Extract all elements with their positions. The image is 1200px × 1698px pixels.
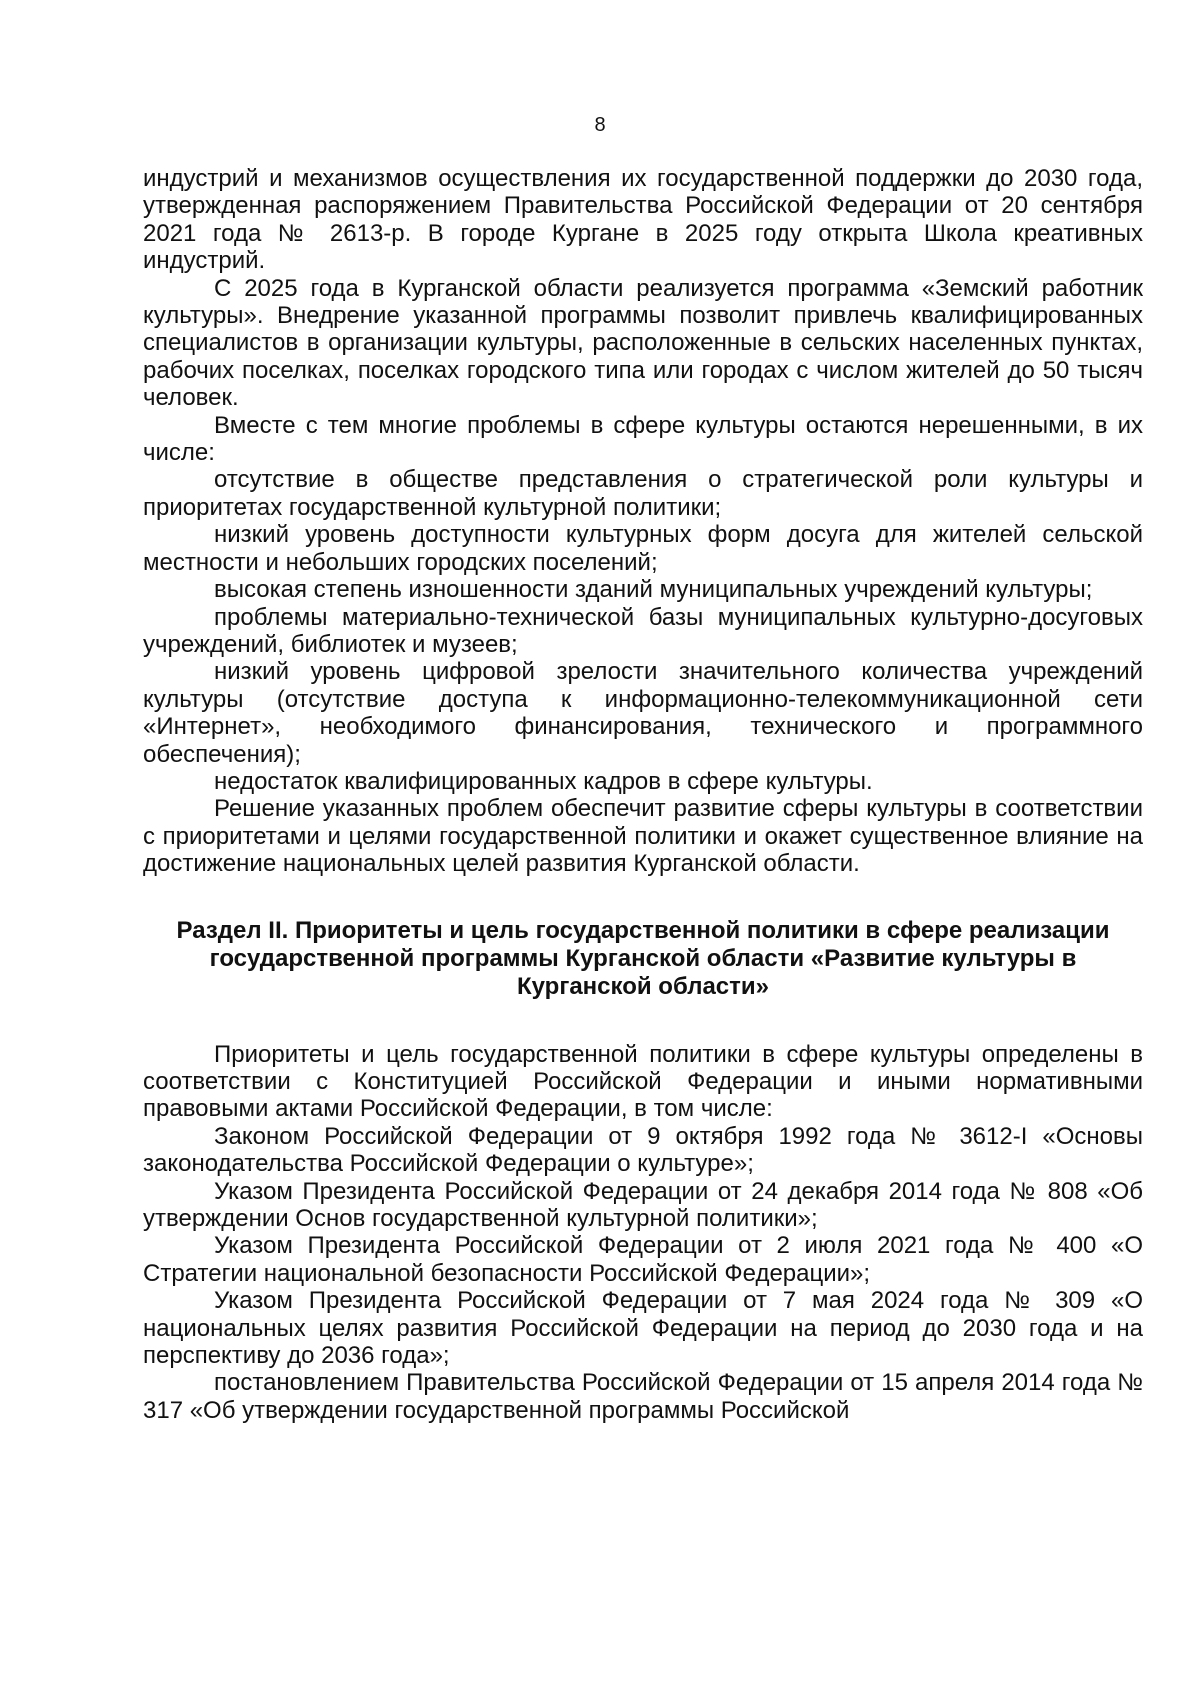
paragraph: индустрий и механизмов осуществления их государственной поддержки до 2030 года, утвержденная распоряжением Правительства Российской Федерации от 20 сентября 2021 года № 2613-р. В городе Кургане в 2025 году открыта Школа креативных индустрий.	[143, 165, 1143, 275]
page-number: 8	[594, 114, 606, 136]
paragraph: Вместе с тем многие проблемы в сфере культуры остаются нерешенными, в их числе:	[143, 411, 1143, 467]
list-item: постановлением Правительства Российской Федерации от 15 апреля 2014 года № 317 «Об утверждении государственной программы Российской	[143, 1369, 1143, 1424]
list-item: низкий уровень цифровой зрелости значительного количества учреждений культуры (отсутствие доступа к информационно-телекоммуникационной сети «Интернет», необходимого финансирования, технического и программного обеспечения);	[143, 658, 1143, 768]
list-item: высокая степень изношенности зданий муниципальных учреждений культуры;	[214, 576, 1093, 604]
list-item: Указом Президента Российской Федерации от 2 июля 2021 года № 400 «О Стратегии национальной безопасности Российской Федерации»;	[143, 1232, 1143, 1287]
list-item: Указом Президента Российской Федерации от 24 декабря 2014 года № 808 «Об утверждении Основ государственной культурной политики»;	[143, 1177, 1143, 1232]
paragraph: Решение указанных проблем обеспечит развитие сферы культуры в соответствии с приоритетами и целями государственной политики и окажет существенное влияние на достижение национальных целей развития Курганской области.	[143, 795, 1143, 878]
paragraph: С 2025 года в Курганской области реализуется программа «Земский работник культуры». Внедрение указанной программы позволит привлечь квалифицированных специалистов в организации культуры, расположенные в сельских населенных пунктах, рабочих поселках, поселках городского типа или городах с числом жителей до 50 тысяч человек.	[143, 274, 1143, 412]
list-item: Законом Российской Федерации от 9 октября 1992 года № 3612-I «Основы законодательства Российской Федерации о культуре»;	[143, 1122, 1143, 1178]
section-heading: Раздел II. Приоритеты и цель государственной политики в сфере реализации государственной программы Курганской области «Развитие культуры в Курганской области»	[176, 916, 1110, 1000]
paragraph: Приоритеты и цель государственной политики в сфере культуры определены в соответствии с Конституцией Российской Федерации и иными нормативными правовыми актами Российской Федерации, в том числе:	[143, 1040, 1143, 1123]
list-item: проблемы материально-технической базы муниципальных культурно-досуговых учреждений, библиотек и музеев;	[143, 603, 1143, 658]
document-body	[143, 165, 1143, 1424]
list-item: отсутствие в обществе представления о стратегической роли культуры и приоритетах государственной культурной политики;	[143, 466, 1143, 521]
list-item: низкий уровень доступности культурных форм досуга для жителей сельской местности и небольших городских поселений;	[143, 521, 1143, 576]
list-item: Указом Президента Российской Федерации от 7 мая 2024 года № 309 «О национальных целях развития Российской Федерации на период до 2030 года и на перспективу до 2036 года»;	[143, 1287, 1143, 1370]
list-item: недостаток квалифицированных кадров в сфере культуры.	[214, 767, 873, 795]
